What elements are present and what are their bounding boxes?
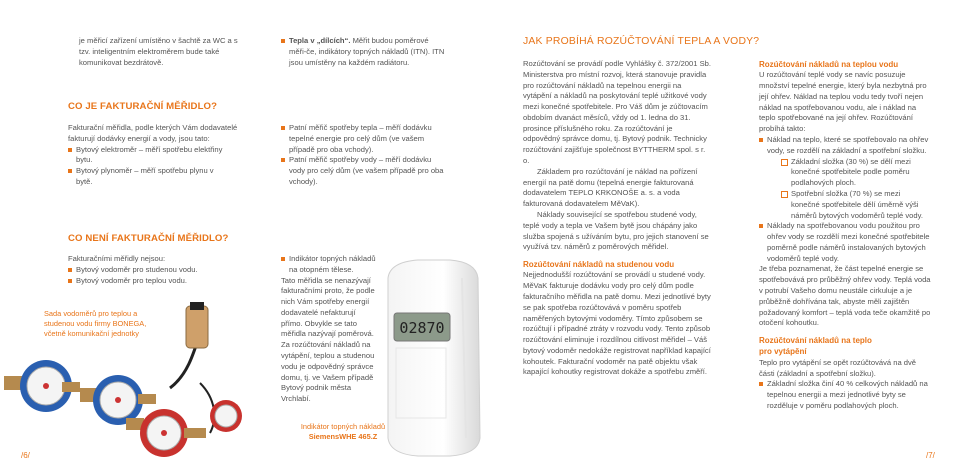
heading-jak-probiha: JAK PROBÍHÁ ROZÚČTOVÁNÍ TEPLA A VODY? xyxy=(523,36,760,47)
itn-caption: Indikátor topných nákladů SiemensWHE 465.Z xyxy=(300,422,386,441)
itn-text: Indikátor topných nákladů na otopném tělese. Tato měřidla se nenazývají fakturačními proto, že podle nich Vám spotřeby energií dodavatelé nefakturují přímo. Obvykle se tato měřidla nazývají poměrová. Za rozúčtování nákladů na vytápění, teplou a studenou vodu je odpovědný správce domu, tj. ve Vašem případě Bytový podnik města Vrchlabí. xyxy=(281,254,376,404)
paragraph: Rozúčtování se provádí podle Vyhlášky č. 372/2001 Sb. Ministerstva pro místní rozvoj, která stanovuje pravidla pro rozúčtování nákladů na tepelnou energii na vytápění a nákladů na poskytování teplé užitkové vody mezi konečné spotřebitele. Pro Váš dům je zúčtovacím obdobím dvanáct měsíců, vždy od 1. ledna do 31. prosince příslušného roku. Za rozúčtování je odpovědný správce domu, tj. Bytový podnik. Technicky rozúčtování zajišťuje společnost BYTTHERM spol. s r. o. xyxy=(523,59,711,166)
rozuctovani-text xyxy=(523,59,718,378)
list-item: Základní složka činí 40 % celkových nákladů na tepelnou energii a mezi jednotlivé byty se rozděluje v poměru podlahových ploch. xyxy=(759,379,931,411)
list-item: Indikátor topných nákladů na otopném tělese. xyxy=(281,254,377,276)
list-item: Bytový vodoměr pro studenou vodu. xyxy=(68,265,238,276)
subheading-tepla-voda: Rozúčtování nákladů na teplou vodu xyxy=(759,60,899,69)
page-number-right: /7/ xyxy=(926,451,935,460)
paragraph: Náklady související se spotřebou studené vody, teplé vody a tepla ve Vašem bytě jsou chápány jako služba spojená s užíváním bytu, pro jejich stanovení se využívá tzv. náměrů z poměrových měřidel. xyxy=(523,209,709,252)
intro-text: je měřicí zařízení umístěno v šachtě za WC a s tzv. inteligentním elektroměrem bude také komunikovat bezdrátově. xyxy=(79,36,238,67)
tepla-voda-section xyxy=(759,59,931,412)
fakturacni-text: Fakturační měřidla, podle kterých Vám dodavatelé fakturují dodávky energií a vody, jsou tato: Bytový elektroměr – měří spotřebu elektřiny bytu. Bytový plynoměr – měří spotřebu plynu v bytě. xyxy=(68,123,238,186)
paragraph: U rozúčtování teplé vody se navíc posuzuje množství tepelné energie, který byla nezbytná pro její ohřev. Náklad na teplou vodu tedy tvoří nejen náklad na spotřebovanou vodu, ale i náklad na teplo spotřebované na její ohřev. Rozúčtování probíhá takto: xyxy=(759,70,927,134)
heading-fakturacni: CO JE FAKTURAČNÍ MĚŘIDLO? xyxy=(68,101,218,112)
list-item: Bytový vodoměr pro teplou vodu. xyxy=(68,276,238,287)
patni-meric-list xyxy=(281,123,449,188)
subheading-vytapeni: Rozúčtování nákladů na teplo pro vytápění xyxy=(759,336,872,357)
list-item: Náklady na spotřebovanou vodu použitou pro ohřev vody se rozdělí mezi konečné spotřebitele poměrně podle náměrů instalovaných bytových vodoměrů teplé vody. xyxy=(759,221,931,264)
paragraph: Je třeba poznamenat, že část tepelné energie se spotřebovává pro průběžný ohřev vody. Teplá voda v potrubí Vašeho domu neustále cirkuluje a je průběžně dohřívána tak, abyste měli zajištěn požadovaný komfort – teplá voda teče okamžitě po otočení kohoutku. xyxy=(759,264,931,328)
heading-nefakturacni: CO NENÍ FAKTURAČNÍ MĚŘIDLO? xyxy=(68,233,229,244)
list-item: Spotřební složka (70 %) se mezi konečné spotřebitele dělí úměrně výši náměrů bytových vodoměrů teplé vody. xyxy=(781,189,931,221)
list-item: Patní měřič spotřeby vody – měří dodávku vody pro celý dům (ve vašem případě pro oba vchody). xyxy=(281,155,449,187)
subheading-studena-voda: Rozúčtování nákladů na studenou vodu xyxy=(523,260,675,270)
water-meter-caption: Sada vodoměrů pro teplou a studenou vodu firmy BONEGA, včetně komunikační jednotky xyxy=(44,309,147,338)
list-item: Bytový elektroměr – měří spotřebu elektřiny bytu. xyxy=(68,145,228,167)
list-item: Základní složka (30 %) se dělí mezi konečné spotřebitele podle poměru podlahových ploch. xyxy=(781,157,931,189)
paragraph: Teplo pro vytápění se opět rozúčtovává na dvě části (základní a spotřební složku). xyxy=(759,357,917,378)
paragraph: Základem pro rozúčtování je náklad na pořízení energií na patě domu (tepelná energie fakturovaná dodavatelem TEPLO KRKONOŠE a. s. a voda fakturovaná dodavatelem MěVaK). xyxy=(523,166,698,209)
list-item: Bytový plynoměr – měří spotřebu plynu v bytě. xyxy=(68,166,218,188)
device-display: 02870 xyxy=(399,319,445,337)
list-item: Patní měřič spotřeby tepla – měří dodávku tepelné energie pro celý dům (ve vašem případě pro oba vchody). xyxy=(281,123,449,155)
list-item: Náklad na teplo, které se spotřebovalo na ohřev vody, se rozdělí na základní a spotřební složku. xyxy=(759,135,931,157)
nefakturacni-text: Fakturačními měřidly nejsou: Bytový vodoměr pro studenou vodu. Bytový vodoměr pro teplou vodu. xyxy=(68,254,238,286)
page-number-left: /6/ xyxy=(21,451,30,460)
paragraph: Nejjednodušší rozúčtování se provádí u studené vody. MěVaK fakturuje dodávku vody pro celý dům podle fakturačního měřidla na patě domu. Mezi jednotlivé byty se pak spotřeba rozúčtovává v poměru spotřeb naměřených bytovými vodoměry. Tímto způsobem se rozúčtují i případné ztráty v rozvodu vody. Tento způsob rozúčtování eliminuje i rozdílnou citlivost měřidel – Váš bytový vodoměr nedokáže registrovat například kapající kohoutek. Fakturační vodoměr na patě objektu však kapající kohoutky registrovat dokáže a spotřebu změří. xyxy=(523,270,711,377)
intro-col2: Tepla v „dílcích“. Měřit budou poměrové měři-če, indikátory topných nákladů (ITN). ITN jsou umístěny na každém radiátoru. xyxy=(281,36,446,68)
water-meters-image xyxy=(0,288,250,458)
